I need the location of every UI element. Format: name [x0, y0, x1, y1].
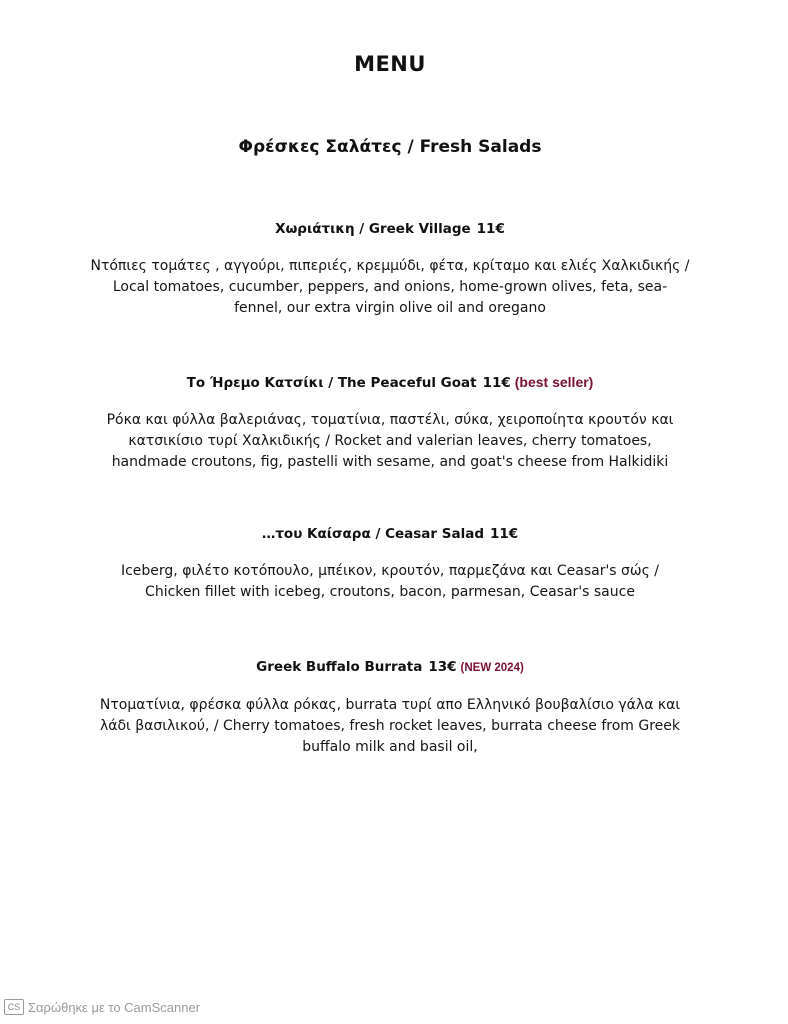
menu-item-greek-village: [70, 219, 710, 319]
item-price: 13€: [428, 659, 457, 675]
item-name: Χωριάτικη / Greek Village: [275, 221, 471, 237]
section-title: Φρέσκες Σαλάτες / Fresh Salads: [238, 137, 542, 157]
item-heading: [70, 219, 710, 239]
description-line: Ντοματίνια, φρέσκα φύλλα ρόκας, burrata τυρί απο Ελληνικό βουβαλίσιο γάλα και: [99, 697, 681, 713]
menu-title: MENU: [354, 52, 426, 76]
menu-item-caesar-salad: [70, 524, 710, 603]
description-line: κατσικίσιο τυρί Χαλκιδικής / Rocket and valerian leaves, cherry tomatoes,: [128, 433, 652, 449]
watermark-text: Σαρώθηκε με το CamScanner: [28, 999, 201, 1015]
best-seller-badge: (best seller): [514, 374, 594, 390]
menu-item-peaceful-goat: [70, 372, 710, 473]
scanner-watermark: [4, 999, 200, 1015]
item-price: 11€: [476, 221, 505, 237]
description-line: Ντόπιες τομάτες , αγγούρι, πιπεριές, κρεμμύδι, φέτα, κρίταμο και ελιές Χαλκιδικής /: [90, 258, 690, 274]
description-line: Chicken fillet with icebeg, croutons, bacon, parmesan, Ceasar's sauce: [145, 584, 635, 600]
item-heading: [70, 524, 710, 544]
item-name: Greek Buffalo Burrata: [256, 659, 423, 675]
description-line: Iceberg, φιλέτο κοτόπουλο, μπέικον, κρουτόν, παρμεζάνα και Ceasar's σώς /: [120, 563, 660, 579]
description-line: λάδι βασιλικού, / Cherry tomatoes, fresh rocket leaves, burrata cheese from Greek: [99, 718, 681, 734]
item-description: [70, 561, 710, 603]
menu-item-buffalo-burrata: [70, 657, 710, 758]
item-description: [70, 695, 710, 758]
new-badge: (NEW 2024): [460, 662, 524, 674]
item-description: [70, 410, 710, 473]
item-description: [70, 256, 710, 319]
item-name: Το Ήρεμο Κατσίκι / The Peaceful Goat: [186, 375, 477, 391]
item-name: …του Καίσαρα / Ceasar Salad: [261, 526, 484, 542]
item-price: 11€: [489, 526, 519, 542]
camscanner-logo-icon: CS: [4, 999, 24, 1015]
item-price: 11€: [482, 375, 511, 391]
item-heading: [70, 657, 710, 678]
description-line: buffalo milk and basil oil,: [302, 739, 478, 755]
item-heading: [70, 372, 710, 393]
description-line: Ρόκα και φύλλα βαλεριάνας, τοματίνια, παστέλι, σύκα, χειροποίητα κρουτόν και: [106, 412, 674, 428]
description-line: handmade croutons, fig, pastelli with sesame, and goat's cheese from Halkidiki: [111, 454, 669, 470]
description-line: fennel, our extra virgin olive oil and oregano: [234, 300, 546, 316]
description-line: Local tomatoes, cucumber, peppers, and onions, home-grown olives, feta, sea-: [112, 279, 668, 295]
